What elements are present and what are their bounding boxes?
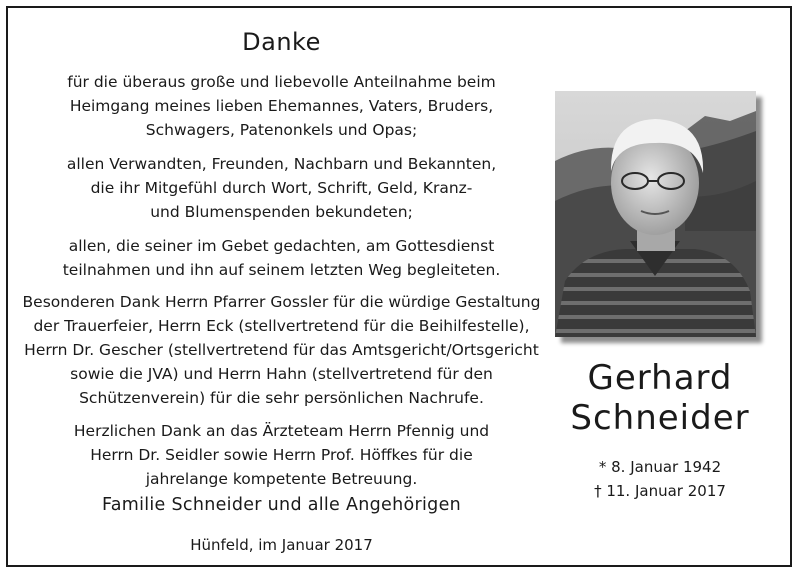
paragraph-prayers: allen, die seiner im Gebet gedachten, am Gottesdienst teilnahmen und ihn auf seinem letzten Weg begleiteten. xyxy=(62,237,501,279)
paragraph-condolences: für die überaus große und liebevolle Anteilnahme beim Heimgang meines lieben Ehemannes, Vaters, Bruders, Schwagers, Patenonkels und Opas; xyxy=(67,73,496,139)
family-signature: Familie Schneider und alle Angehörigen xyxy=(101,495,462,515)
last-name: Schneider xyxy=(570,398,750,438)
heading: Danke xyxy=(242,28,321,56)
thank-you-column xyxy=(8,8,555,565)
first-name: Gerhard xyxy=(587,358,733,398)
paragraph-doctors: Herzlichen Dank an das Ärzteteam Herrn Pfennig und Herrn Dr. Seidler sowie Herrn Prof. Höffkes für die jahrelange kompetente Betreuung. xyxy=(73,422,490,488)
paragraph-special-thanks: Besonderen Dank Herrn Pfarrer Gossler für die würdige Gestaltung der Trauerfeier, Herrn Eck (stellvertretend für die Beihilfestelle), Herrn Dr. Gescher (stellvertretend für das Amtsgericht/Ortsgericht sowie die JVA) und Herrn Hahn (stellvertretend für den Schützenverein) für die sehr persönlichen Nachrufe. xyxy=(22,293,541,407)
birth-date: * 8. Januar 1942 xyxy=(598,458,722,476)
death-date: † 11. Januar 2017 xyxy=(594,482,726,500)
obituary-card xyxy=(6,6,792,567)
portrait-photo xyxy=(555,91,756,337)
place-date: Hünfeld, im Januar 2017 xyxy=(190,536,373,554)
paragraph-relatives: allen Verwandten, Freunden, Nachbarn und Bekannten, die ihr Mitgefühl durch Wort, Schrift, Geld, Kranz- und Blumenspenden bekundeten; xyxy=(66,155,497,221)
